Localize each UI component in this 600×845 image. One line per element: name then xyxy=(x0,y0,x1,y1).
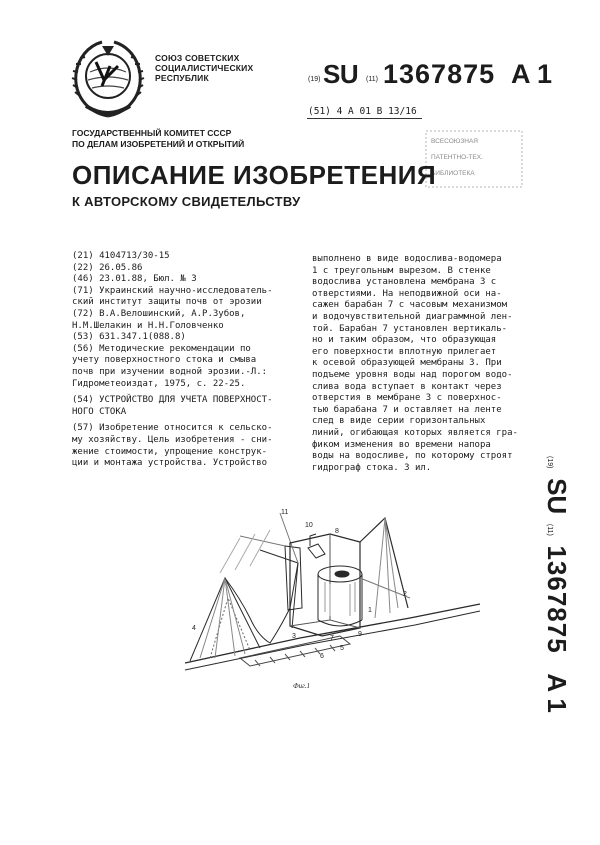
document-title: ОПИСАНИЕ ИЗОБРЕТЕНИЯ xyxy=(72,160,437,190)
union-name xyxy=(155,53,253,83)
side-stamp-text xyxy=(541,456,572,713)
biblio-line: ский институт защиты почв от эрозии xyxy=(72,297,262,308)
biblio-line: Гидрометеоиздат, 1975, с. 22-25. xyxy=(72,378,246,389)
figure-callout: 9 xyxy=(358,631,362,638)
figure-callout: 4 xyxy=(192,625,196,632)
figure-callout: 11 xyxy=(281,509,289,516)
biblio-line: (21) 4104713/30-15 xyxy=(72,251,170,261)
biblio-line: (22) 26.05.86 xyxy=(72,262,143,273)
figure-callout: 7 xyxy=(330,635,334,642)
figure-callout: 6 xyxy=(320,653,324,660)
side-kind-code: A 1 xyxy=(542,673,572,713)
figure-callout: 10 xyxy=(305,522,313,529)
country-code: SU xyxy=(323,59,359,89)
figure-callout: 2 xyxy=(403,591,407,598)
abstract-line: выполнено в виде водослива-водомера xyxy=(312,254,502,264)
biblio-line: почв при изучении водной эрозии.-Л.: xyxy=(72,366,268,377)
figure-callout: 3 xyxy=(292,633,296,640)
biblio-line: (71) Украинский научно-исследователь- xyxy=(72,285,273,296)
abstract-line: слива вода вступает в контакт через xyxy=(312,381,502,392)
abstract-line: (57) Изобретение относится к сельско- xyxy=(72,423,273,434)
abstract-line: линий, огибающая которых является гра- xyxy=(312,427,518,438)
side-code-19: (19) xyxy=(546,456,553,469)
abstract-line: жение стоимости, упрощение конструк- xyxy=(72,446,268,457)
abstract-line: к осевой образующей мембраны 3. При xyxy=(312,358,502,369)
figure-callout: 1 xyxy=(368,607,372,614)
union-line: РЕСПУБЛИК xyxy=(155,73,209,83)
abstract-line: 1 с треугольным вырезом. В стенке xyxy=(312,265,491,276)
ipc-classification: (51) 4 A 01 B 13/16 xyxy=(308,106,417,117)
side-country-code: SU xyxy=(542,478,572,515)
abstract-line: му хозяйству. Цель изобретения - сни- xyxy=(72,434,273,445)
union-line: СОЦИАЛИСТИЧЕСКИХ xyxy=(155,63,254,73)
invention-title-line: (54) УСТРОЙСТВО ДЛЯ УЧЕТА ПОВЕРХНОСТ- xyxy=(72,395,273,406)
biblio-line: учету поверхностного стока и смыва xyxy=(72,355,257,366)
inid-code-19: (19) xyxy=(308,76,321,83)
right-column xyxy=(312,254,518,474)
stamp-mark: ВСЕСОЮЗНАЯ xyxy=(431,138,478,145)
abstract-line: фиком изменения во времени напора xyxy=(312,439,491,450)
biblio-line: Н.М.Шелакин и Н.Н.Головченко xyxy=(72,320,224,331)
side-stamp xyxy=(542,456,572,713)
abstract-line: отверстия в мембране 3 с поверхнос- xyxy=(312,393,502,404)
abstract-line: его поверхности вплотную прилегает xyxy=(312,346,497,357)
committee-line: ПО ДЕЛАМ ИЗОБРЕТЕНИЙ И ОТКРЫТИЙ xyxy=(72,139,245,149)
side-patent-number: 1367875 xyxy=(542,545,572,654)
ussr-emblem-icon xyxy=(66,36,150,120)
biblio-line: (56) Методические рекомендации по xyxy=(72,343,251,354)
union-line: СОЮЗ СОВЕТСКИХ xyxy=(155,53,240,63)
abstract-line: водослива установлена мембрана 3 с xyxy=(312,277,497,288)
biblio-line: (53) 631.347.1(088.8) xyxy=(72,332,186,343)
committee-line: ГОСУДАРСТВЕННЫЙ КОМИТЕТ СССР xyxy=(72,128,232,138)
side-code-11: (11) xyxy=(546,523,553,536)
abstract-line: след в виде серии горизонтальных xyxy=(312,416,486,427)
abstract-line: тью барабана 7 и оставляет на ленте xyxy=(312,404,502,415)
figure-caption: Фиг.1 xyxy=(293,682,311,690)
abstract-line: подъеме уровня воды над порогом водо- xyxy=(312,369,513,380)
abstract-line: отверстиями. На неподвижной оси на- xyxy=(312,288,502,299)
library-stamp xyxy=(425,130,523,188)
invention-title-line: НОГО СТОКА xyxy=(72,406,127,417)
abstract-line: гидрограф стока. 3 ил. xyxy=(312,462,432,473)
stamp-mark: ПАТЕНТНО-ТЕХ. xyxy=(431,154,483,161)
ipc-underline xyxy=(307,118,422,119)
figure-callout: 8 xyxy=(335,528,339,535)
biblio-line: (46) 23.01.88, Бюл. № 3 xyxy=(72,274,197,285)
abstract-line: ции и монтажа устройства. Устройство xyxy=(72,458,268,469)
stamp-mark: БИБЛИОТЕКА xyxy=(431,170,475,177)
document-subtitle: К АВТОРСКОМУ СВИДЕТЕЛЬСТВУ xyxy=(72,194,301,209)
patent-number: 1367875 xyxy=(383,59,496,89)
abstract-line: воды на водосливе, по которому строят xyxy=(312,451,513,462)
inid-code-11: (11) xyxy=(366,76,378,83)
abstract-line: сажен барабан 7 с часовым механизмом xyxy=(312,300,508,311)
kind-code: A 1 xyxy=(511,59,553,89)
abstract-line: той. Барабан 7 установлен вертикаль- xyxy=(312,323,508,334)
committee-name xyxy=(72,128,244,150)
biblio-line: (72) В.А.Велошинский, А.Р.Зубов, xyxy=(72,308,246,319)
figure-callout: 5 xyxy=(340,645,344,652)
abstract-line: и водочувствительной диаграммной лен- xyxy=(312,311,513,322)
figure-1-drawing xyxy=(180,508,540,703)
abstract-line: но и таким образом, что образующая xyxy=(312,335,497,346)
left-column xyxy=(72,251,272,470)
